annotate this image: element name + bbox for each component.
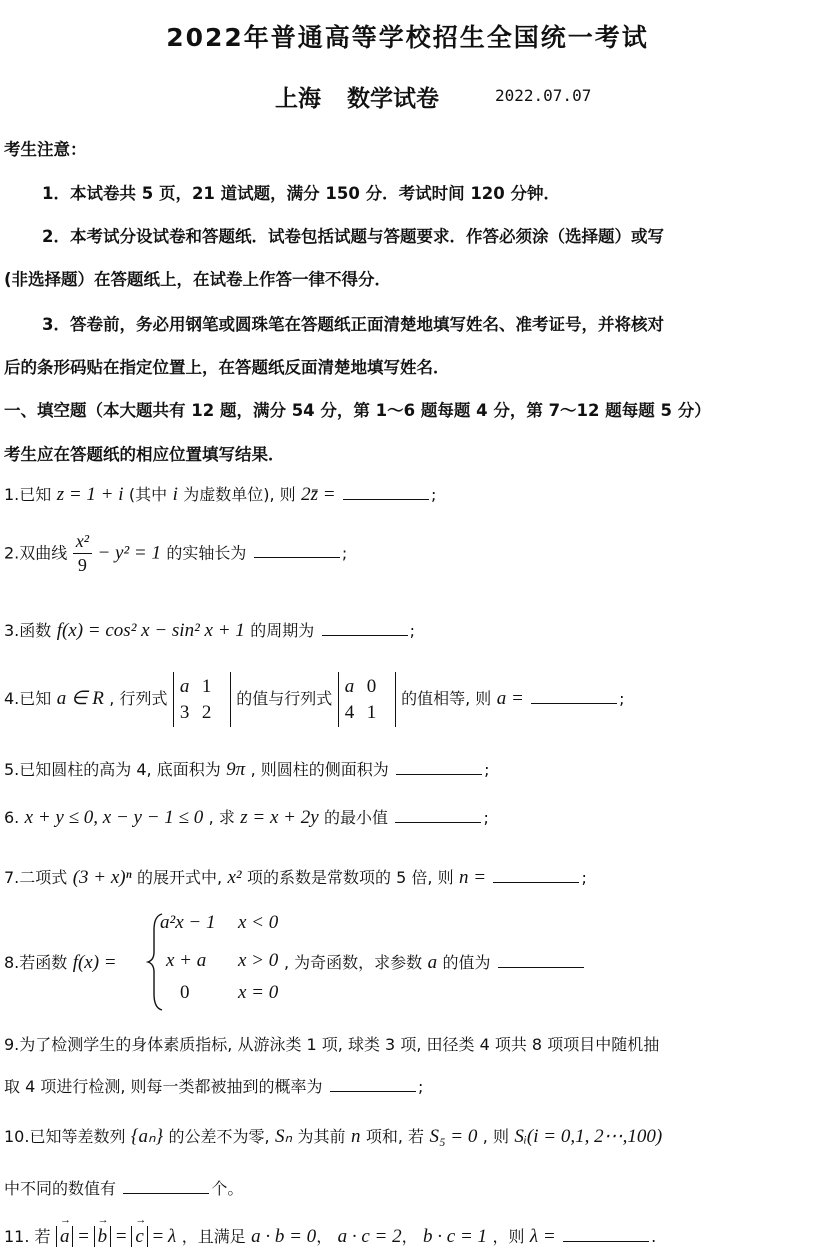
- question-11: 11. 若 → a = → b = → c = λ ，且满足 a · b = 0， a · c = 2， b · c = 1 ，则 λ = .: [4, 1224, 656, 1248]
- notice-item-2-line-1: 2．本考试分设试卷和答题纸．试卷包括试题与答题要求．作答必须涂（选择题）或写: [42, 227, 664, 246]
- case-2-expr: x + a: [166, 950, 207, 971]
- question-5: 5.已知圆柱的高为 4, 底面积为 9π , 则圆柱的侧面积为 ;: [4, 759, 490, 780]
- subtitle-subject: 数学试卷: [347, 86, 439, 112]
- answer-blank-1[interactable]: [343, 498, 429, 500]
- answer-blank-3[interactable]: [322, 634, 408, 636]
- notice-heading: 考生注意：: [4, 140, 87, 159]
- question-7: 7.二项式 (3 + x)ⁿ 的展开式中, x² 项的系数是常数项的 5 倍, 则 n = ;: [4, 867, 587, 888]
- question-1: 1.已知 z = 1 + i (其中 i 为虚数单位), 则 2z̄ = ;: [4, 484, 437, 505]
- section-1-heading: 一、填空题（本大题共有 12 题，满分 54 分，第 1～6 题每题 4 分，第 7～12 题每题 5 分）: [4, 401, 711, 420]
- question-6: 6. x + y ≤ 0, x − y − 1 ≤ 0 , 求 z = x + 2y 的最小值 ;: [4, 807, 489, 828]
- answer-blank-2[interactable]: [254, 556, 340, 558]
- exam-date: 2022.07.07: [495, 86, 592, 105]
- notice-item-2-line-2: (非选择题）在答题纸上，在试卷上作答一律不得分．: [4, 270, 392, 289]
- case-3-cond: x = 0: [238, 982, 279, 1003]
- answer-blank-4[interactable]: [531, 702, 617, 704]
- case-1-cond: x < 0: [238, 912, 279, 933]
- section-1-instruction: 考生应在答题纸的相应位置填写结果．: [4, 445, 285, 464]
- question-8-tail: , 为奇函数，求参数 a 的值为: [284, 950, 586, 974]
- answer-blank-9[interactable]: [330, 1090, 416, 1092]
- answer-blank-11[interactable]: [563, 1240, 649, 1242]
- question-2: 2.双曲线 $\frac{\text{x²}}{9}$ − y² = 1 的实轴长为 ;: [4, 531, 348, 575]
- notice-item-1: 1．本试卷共 5 页，21 道试题，满分 150 分．考试时间 120 分钟．: [42, 184, 561, 203]
- question-9-line-1: 9.为了检测学生的身体素质指标, 从游泳类 1 项, 球类 3 项, 田径类 4 项共 8 项项目中随机抽: [4, 1035, 660, 1054]
- question-10-line-1: 10.已知等差数列 {aₙ} 的公差不为零, Sₙ 为其前 n 项和, 若 S₅ = 0 , 则 Sᵢ(i = 0,1, 2⋯,100): [4, 1126, 663, 1147]
- exam-title: 2022年普通高等学校招生全国统一考试: [166, 23, 649, 52]
- answer-blank-10[interactable]: [123, 1192, 209, 1194]
- answer-blank-8[interactable]: [498, 966, 584, 968]
- question-3: 3.函数 f(x) = cos² x − sin² x + 1 的周期为 ;: [4, 620, 415, 641]
- case-2-cond: x > 0: [238, 950, 279, 971]
- question-8: 8.若函数 f(x) =: [4, 952, 117, 973]
- question-4: 4.已知 a ∈ R , 行列式 a 1 3 2 的值与行列式 a 0 4 1 的值相等, 则 a = ;: [4, 672, 625, 727]
- case-3-expr: 0: [180, 982, 190, 1003]
- exam-subtitle: [275, 80, 439, 113]
- question-10-line-2: 中不同的数值有 个。: [4, 1179, 244, 1198]
- hyperbola-fraction: $\frac{\text{x²}}{9}$: [73, 532, 92, 576]
- determinant-1: a 1 3 2: [173, 672, 231, 727]
- question-9-line-2: 取 4 项进行检测, 则每一类都被抽到的概率为 ;: [4, 1077, 424, 1096]
- answer-blank-7[interactable]: [493, 881, 579, 883]
- case-1-expr: a²x − 1: [160, 912, 216, 933]
- determinant-2: a 0 4 1: [338, 672, 396, 727]
- answer-blank-6[interactable]: [395, 821, 481, 823]
- subtitle-region: 上海: [275, 86, 321, 112]
- notice-item-3-line-1: 3．答卷前，务必用钢笔或圆珠笔在答题纸正面清楚地填写姓名、准考证号，并将核对: [42, 315, 664, 334]
- notice-item-3-line-2: 后的条形码贴在指定位置上，在答题纸反面清楚地填写姓名．: [4, 358, 450, 377]
- answer-blank-5[interactable]: [396, 773, 482, 775]
